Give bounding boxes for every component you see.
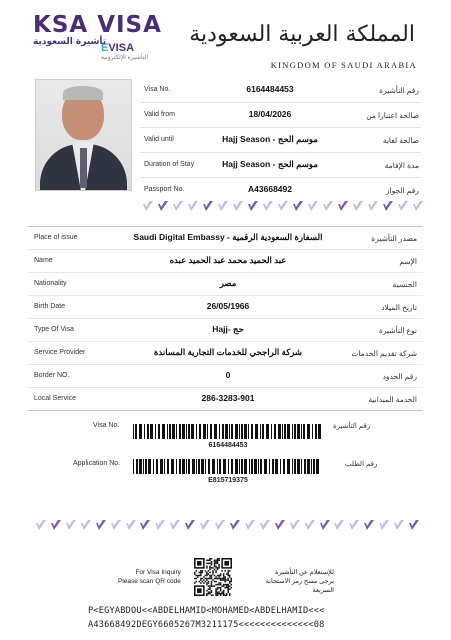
- checkmark-icon: [157, 200, 169, 212]
- checkmark-icon: [244, 519, 256, 531]
- checkmark-icon: [397, 200, 409, 212]
- table-row: [140, 103, 421, 128]
- application-barcode-label: Application No.: [73, 460, 121, 467]
- checkmark-icon: [202, 200, 214, 212]
- checkmark-icon: [348, 519, 360, 531]
- field-value: 286-3283-901: [201, 393, 255, 403]
- checkmark-icon: [319, 519, 331, 531]
- field-label-arabic: مصدر التأشيرة: [371, 234, 417, 243]
- checkmark-icon: [304, 519, 316, 531]
- field-label-arabic: رقم التأشيرة: [379, 86, 419, 95]
- field-label-arabic: شركة تقديم الخدمات: [351, 349, 417, 358]
- checkmark-icon: [412, 200, 424, 212]
- application-barcode: [133, 459, 323, 474]
- inquiry-line-1: For Visa Inquiry: [135, 569, 181, 576]
- checkmark-icon: [187, 200, 199, 212]
- checkmark-icon: [80, 519, 92, 531]
- visa-info-table: [140, 78, 421, 202]
- visa-barcode-label-arabic: رقم التأشيرة: [333, 423, 371, 430]
- inquiry-arabic-line-1: للإستعلام عن التأشيرة: [275, 569, 334, 576]
- field-value: Hajj Season - موسم الحج: [222, 134, 318, 144]
- field-label-arabic: تاريخ الميلاد: [381, 303, 417, 312]
- checkmark-icon: [247, 200, 259, 212]
- checkmark-icon: [214, 519, 226, 531]
- checkmark-icon: [169, 519, 181, 531]
- field-value: 0: [225, 370, 231, 380]
- field-label: Name: [34, 257, 53, 264]
- checkmark-icon: [307, 200, 319, 212]
- field-label: Valid until: [144, 136, 174, 143]
- table-row: [28, 388, 423, 411]
- visa-barcode-number: 6164484453: [208, 442, 248, 449]
- field-label-arabic: الإسم: [399, 257, 417, 266]
- checkmark-icon: [363, 519, 375, 531]
- application-barcode-label-arabic: رقم الطلب: [345, 461, 378, 468]
- checkmark-icon: [65, 519, 77, 531]
- checkmark-icon: [50, 519, 62, 531]
- checkmark-icon: [259, 519, 271, 531]
- kingdom-english-title: KINGDOM OF SAUDI ARABIA: [270, 60, 417, 70]
- photo-tie: [80, 148, 87, 188]
- inquiry-text-arabic: [254, 568, 334, 595]
- checkmark-icon: [333, 519, 345, 531]
- holder-photo: [35, 79, 132, 191]
- table-row: [140, 128, 421, 153]
- field-value: 26/05/1966: [206, 301, 250, 311]
- field-label: Nationality: [34, 280, 67, 287]
- checkmark-icon: [172, 200, 184, 212]
- field-label: Border NO.: [34, 372, 70, 379]
- inquiry-arabic-line-2: يرجى مسح رمز الاستجابة السريعة: [265, 578, 334, 594]
- ksa-visa-logo-arabic: تأشيرة السعودية: [33, 37, 107, 47]
- checkmark-icon: [232, 200, 244, 212]
- application-barcode-number: E815719375: [208, 477, 248, 484]
- kingdom-arabic-title: المملكة العربية السعودية: [189, 22, 415, 47]
- mrz-line-2: A43668492DEGY6605267M3211175<<<<<<<<<<<<<<08: [88, 620, 325, 630]
- inquiry-text: [118, 568, 181, 586]
- field-label-arabic: الجنسية: [392, 280, 417, 289]
- checkmark-icon: [184, 519, 196, 531]
- checkmark-icon: [229, 519, 241, 531]
- checkmark-icon: [289, 519, 301, 531]
- table-row: [28, 296, 423, 319]
- check-pattern-bottom: [35, 519, 420, 533]
- ksa-visa-logo-text: KSA VISA: [33, 12, 162, 38]
- checkmark-icon: [352, 200, 364, 212]
- details-table: [28, 226, 423, 411]
- table-row: [28, 226, 423, 250]
- checkmark-icon: [274, 519, 286, 531]
- photo-hair: [63, 86, 103, 100]
- field-value: Hajj- حج: [212, 324, 244, 334]
- field-value: Hajj Season - موسم الحج: [222, 159, 318, 169]
- table-row: [28, 273, 423, 296]
- field-label: Visa No.: [144, 86, 171, 93]
- field-label-arabic: مدة الإقامة: [384, 161, 419, 170]
- inquiry-line-2: Please scan QR code: [118, 578, 181, 585]
- field-label: Place of issue: [34, 234, 78, 241]
- qr-code[interactable]: [194, 558, 232, 596]
- checkmark-icon: [199, 519, 211, 531]
- table-row: [140, 78, 421, 103]
- table-row: [28, 342, 423, 365]
- evisa-logo: [101, 42, 148, 61]
- checkmark-icon: [262, 200, 274, 212]
- field-value: شركة الراجحي للخدمات التجارية المساندة: [153, 347, 303, 357]
- checkmark-icon: [378, 519, 390, 531]
- evisa-logo-arabic: التأشيرة الإلكترونية: [101, 55, 149, 61]
- field-value: مصر: [219, 278, 237, 288]
- field-label: Type Of Visa: [34, 326, 74, 333]
- field-label: Duration of Stay: [144, 161, 195, 168]
- checkmark-icon: [217, 200, 229, 212]
- mrz-line-1: P<EGYABDOU<<ABDELHAMID<MOHAMED<ABDELHAMID<<<: [88, 606, 325, 616]
- checkmark-icon: [408, 519, 420, 531]
- checkmark-icon: [277, 200, 289, 212]
- field-label: Service Provider: [34, 349, 86, 356]
- visa-barcode-label: Visa No.: [93, 422, 120, 429]
- checkmark-icon: [393, 519, 405, 531]
- field-label-arabic: رقم الحدود: [382, 372, 417, 381]
- field-label: Passport No.: [144, 186, 185, 193]
- field-value: A43668492: [248, 184, 292, 194]
- table-row: [140, 178, 421, 202]
- table-row: [28, 365, 423, 388]
- checkmark-icon: [382, 200, 394, 212]
- checkmark-icon: [35, 519, 47, 531]
- checkmark-icon: [110, 519, 122, 531]
- field-label: Birth Date: [34, 303, 66, 310]
- field-value: 18/04/2026: [248, 109, 292, 119]
- checkmark-icon: [125, 519, 137, 531]
- field-value: Saudi Digital Embassy - السفارة السعودية الرقمية: [133, 232, 323, 242]
- checkmark-icon: [95, 519, 107, 531]
- check-pattern-top: [142, 200, 427, 214]
- checkmark-icon: [322, 200, 334, 212]
- field-value: عبد الحميد محمد عبد الحميد عبده: [169, 255, 287, 265]
- evisa-logo-text: VISA: [108, 42, 135, 54]
- field-label: Local Service: [34, 395, 77, 402]
- table-row: [28, 319, 423, 342]
- field-value: 6164484453: [246, 84, 294, 94]
- checkmark-icon: [292, 200, 304, 212]
- field-label-arabic: صالحة اعتبارا من: [366, 111, 419, 120]
- field-label-arabic: رقم الجواز: [385, 186, 419, 195]
- checkmark-icon: [142, 200, 154, 212]
- table-row: [140, 153, 421, 178]
- checkmark-icon: [154, 519, 166, 531]
- visa-barcode: [133, 424, 323, 439]
- evisa-logo-prefix: E: [101, 42, 109, 54]
- field-label: Valid from: [144, 111, 175, 118]
- checkmark-icon: [337, 200, 349, 212]
- field-label-arabic: صالحة لغاية: [382, 136, 419, 145]
- field-label-arabic: نوع التأشيرة: [378, 326, 417, 335]
- checkmark-icon: [367, 200, 379, 212]
- table-row: [28, 250, 423, 273]
- checkmark-icon: [139, 519, 151, 531]
- field-label-arabic: الخدمة الميدانية: [368, 395, 417, 404]
